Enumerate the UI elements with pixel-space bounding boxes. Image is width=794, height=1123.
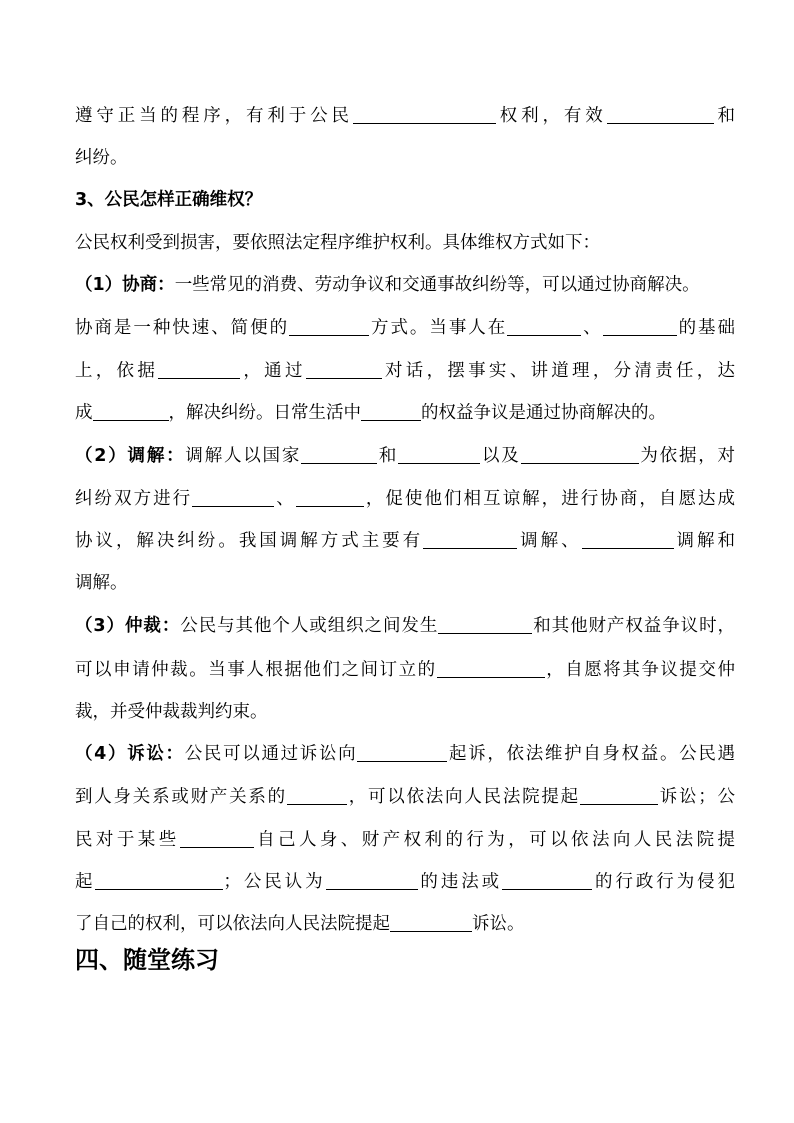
fill-blank[interactable]	[301, 443, 377, 464]
text-run: 的权益争议是通过协商解决的。	[421, 403, 666, 423]
text-run: 和其他财产权益争议时，	[532, 616, 736, 636]
text-run: ，可以依法向人民法院提起	[346, 787, 580, 807]
fill-blank[interactable]	[398, 443, 480, 464]
text-run: 纠纷。	[75, 148, 128, 168]
text-run: 方式。当事人在	[369, 318, 508, 338]
fill-blank[interactable]	[502, 869, 592, 890]
fill-blank[interactable]	[357, 741, 447, 762]
text-line	[75, 782, 735, 812]
text-run: ，解决纠纷。日常生活中	[168, 403, 361, 423]
text-line	[75, 313, 735, 343]
text-line	[75, 143, 735, 173]
fill-blank[interactable]	[93, 400, 169, 421]
text-run: ，通过	[240, 361, 306, 381]
text-run: 调解。	[75, 573, 128, 593]
item-label: （4）诉讼：	[75, 744, 185, 764]
text-run: 诉讼；公	[657, 787, 736, 807]
text-run: 、	[581, 318, 603, 338]
text-run: 民对于某些	[75, 830, 180, 850]
item-label: （2）调解：	[75, 446, 186, 466]
fill-blank[interactable]	[437, 657, 545, 678]
text-run: 遵守正当的程序，有利于公民	[75, 106, 353, 126]
text-line	[75, 909, 735, 939]
text-run: ；公民认为	[223, 872, 326, 892]
fill-blank[interactable]	[296, 486, 364, 507]
fill-blank[interactable]	[95, 869, 223, 890]
text-run: 一些常见的消费、劳动争议和交通事故纠纷等，可以通过协商解决。	[174, 275, 700, 295]
fill-blank[interactable]	[192, 486, 274, 507]
text-run: 为依据，对	[638, 446, 736, 466]
fill-blank[interactable]	[390, 911, 472, 932]
text-run: 纠纷双方进行	[75, 489, 193, 509]
question-heading: 3、公民怎样正确维权？	[75, 190, 263, 210]
text-run: 可以申请仲裁。当事人根据他们之间订立的	[75, 660, 437, 680]
fill-blank[interactable]	[438, 613, 532, 634]
text-run: 、	[274, 489, 296, 509]
text-line	[75, 441, 735, 471]
text-run: 裁，并受仲裁裁判约束。	[75, 702, 268, 722]
fill-blank[interactable]	[361, 400, 421, 421]
text-run: 以及	[480, 446, 521, 466]
fill-blank[interactable]	[582, 528, 674, 549]
text-line	[75, 568, 735, 598]
text-run: 起诉，依法维护自身权益。公民遇	[447, 744, 735, 764]
text-run: 的违法或	[417, 872, 503, 892]
text-line	[75, 101, 735, 131]
fill-blank[interactable]	[580, 784, 658, 805]
text-line	[75, 270, 735, 300]
text-run: 的行政行为侵犯	[592, 872, 736, 892]
text-run: 公民与其他个人或组织之间发生	[180, 616, 439, 636]
text-line	[75, 825, 735, 855]
item-label: （1）协商：	[75, 275, 175, 295]
text-run: 调解、	[517, 531, 582, 551]
text-line	[75, 484, 735, 514]
fill-blank[interactable]	[326, 869, 418, 890]
text-line	[75, 398, 735, 428]
fill-blank[interactable]	[158, 358, 240, 379]
text-line	[75, 697, 735, 727]
text-run: 公民可以通过诉讼向	[184, 744, 358, 764]
text-run: 的基础	[676, 318, 736, 338]
section-heading: 四、随堂练习	[75, 946, 219, 974]
text-run: ，自愿将其争议提交仲	[544, 660, 736, 680]
fill-blank[interactable]	[521, 443, 639, 464]
text-run: 对话，摆事实、讲道理，分清责任，达	[381, 361, 736, 381]
fill-blank[interactable]	[180, 827, 254, 848]
item-label: （3）仲裁：	[75, 616, 181, 636]
fill-blank[interactable]	[353, 103, 496, 124]
text-line	[75, 526, 735, 556]
text-line	[75, 611, 735, 641]
fill-blank[interactable]	[287, 784, 347, 805]
fill-blank[interactable]	[507, 315, 581, 336]
text-run: 和	[377, 446, 399, 466]
text-line	[75, 356, 735, 386]
text-run: 上，依据	[75, 361, 159, 381]
fill-blank[interactable]	[603, 315, 677, 336]
text-run: 成	[75, 403, 93, 423]
text-run: 调解和	[673, 531, 736, 551]
text-run: 调解人以国家	[185, 446, 302, 466]
text-line	[75, 655, 735, 685]
text-run: 到人身关系或财产关系的	[75, 787, 287, 807]
fill-blank[interactable]	[289, 315, 369, 336]
fill-blank[interactable]	[423, 528, 517, 549]
text-run: 权利，有效	[495, 106, 607, 126]
text-line	[75, 867, 735, 897]
text-run: 了自己的权利，可以依法向人民法院提起	[75, 914, 390, 934]
text-line: 公民权利受到损害，要依照法定程序维护权利。具体维权方式如下：	[75, 233, 600, 253]
text-run: 自己人身、财产权利的行为，可以依法向人民法院提	[253, 830, 736, 850]
text-run: 协议，解决纠纷。我国调解方式主要有	[75, 531, 424, 551]
text-run: 协商是一种快速、简便的	[75, 318, 290, 338]
fill-blank[interactable]	[306, 358, 382, 379]
text-run: 诉讼。	[472, 914, 525, 934]
text-line	[75, 739, 735, 769]
fill-blank[interactable]	[607, 103, 714, 124]
text-run: 和	[713, 106, 735, 126]
text-run: 起	[75, 872, 96, 892]
text-run: ，促使他们相互谅解，进行协商，自愿达成	[363, 489, 736, 509]
